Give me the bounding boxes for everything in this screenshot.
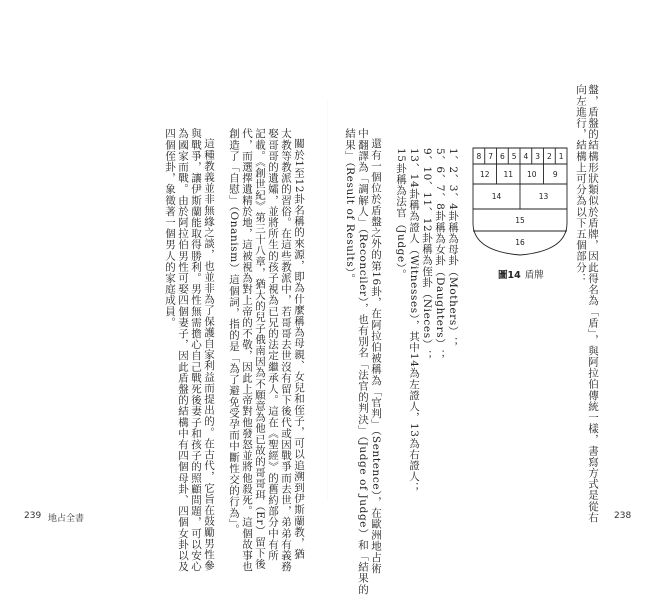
- figure-caption: [498, 267, 544, 281]
- figure-label: 圖14: [498, 270, 521, 281]
- text-column: 盤，盾盤的結構形狀類似於盾牌，因此得名為「盾」，與阿拉伯傳統一樣，書寫方式是從右: [587, 84, 599, 523]
- text-column: 為國家而戰。由於阿拉伯男性可娶四個妻子，因此盾盤的結構中有四個母卦、四個女卦以及: [177, 128, 189, 572]
- text-column: 結果」（Result of Results）。: [344, 128, 356, 285]
- cell-label: 2: [547, 152, 552, 161]
- shield-diagram: [472, 147, 568, 259]
- page-number: 239: [24, 511, 42, 521]
- text-column: 中翻譯為「調解人」（Reconciler），也有別名「法官的判決」（Judge of Judge）和「結果的: [357, 128, 369, 595]
- gutter: [327, 100, 328, 500]
- cell-label: 8: [476, 152, 482, 161]
- text-column: 太教等教派的習俗。在這些教派中，若哥哥去世沒有留下後代或因戰爭而去世，弟弟有義務: [280, 128, 292, 572]
- text-column: 向左進行，結構上可分為以下五個部分：: [575, 84, 587, 284]
- cell-label: 10: [526, 170, 537, 179]
- cell-label: 5: [511, 152, 517, 161]
- cell-label: 15: [515, 216, 525, 225]
- text-column: 關於1至12卦名稱的來源，即為什麼稱為母親、女兒和侄子，可以追溯到伊斯蘭教，猶: [293, 138, 305, 560]
- cell-label: 4: [523, 152, 529, 161]
- text-column: 四個侄卦，象徵著一個男人的家庭成員。: [164, 128, 176, 328]
- cell-label: 11: [503, 170, 514, 179]
- list-item: 15卦稱為法官（Judge）。: [395, 148, 407, 280]
- text-column: 記載。《創世紀》第三十八章，猶大的兒子俄南因為不願意為他已故的哥哥珥（Er）留下後: [254, 128, 266, 570]
- text-column: 還有一個位於盾盤之外的第16卦，在阿拉伯被稱為「官判」（Sentence），在歐洲地占術: [370, 138, 382, 574]
- page-number: 238: [614, 511, 632, 521]
- text-column: 與戰爭，讓伊斯蘭能取得勝利。男性無需擔心自己戰死後妻子和孩子的照顧問題，可以安心: [190, 128, 202, 572]
- cell-label: 13: [538, 192, 549, 201]
- cell-label: 7: [488, 152, 493, 161]
- figure-title: 盾牌: [524, 270, 544, 281]
- list-item: 13、14卦稱為證人（Witnesses），其中14為左證人，13為右證人；: [408, 148, 420, 494]
- cell-label: 16: [515, 238, 525, 247]
- text-column: 這種教義並非無緣之談，也並非為了保護自家利益而提出的。在古代，它旨在鼓勵男性參: [203, 138, 215, 571]
- cell-label: 3: [535, 152, 540, 161]
- list-item: 5、6、7、8卦稱為女卦（Daughters）；: [434, 148, 446, 361]
- text-column: 創造了「自慰」（Onanism）這個詞，指的是「為了避免受孕而中斷性交的行為」。: [228, 128, 240, 536]
- text-column: 娶哥哥的遺孀，並將所生的孩子視為已兄的法定繼承人。這在《聖經》的舊約部分中有所: [267, 128, 279, 561]
- list-item: 9、10、11、12卦稱為侄卦（Nieces）；: [421, 148, 433, 361]
- cell-label: 14: [491, 192, 502, 201]
- list-item: 1、2、3、4卦稱為母卦（Mothers）；: [447, 148, 459, 349]
- cell-label: 12: [479, 170, 490, 179]
- cell-label: 9: [552, 170, 558, 179]
- text-column: 代，而選擇遺精於地，這被視為對上帝的不敬，因此上帝對他發怒並將他殺死。這個故事也: [241, 128, 253, 572]
- cell-label: 6: [500, 152, 505, 161]
- cell-label: 1: [558, 152, 564, 161]
- running-head: 地占全書: [48, 514, 85, 524]
